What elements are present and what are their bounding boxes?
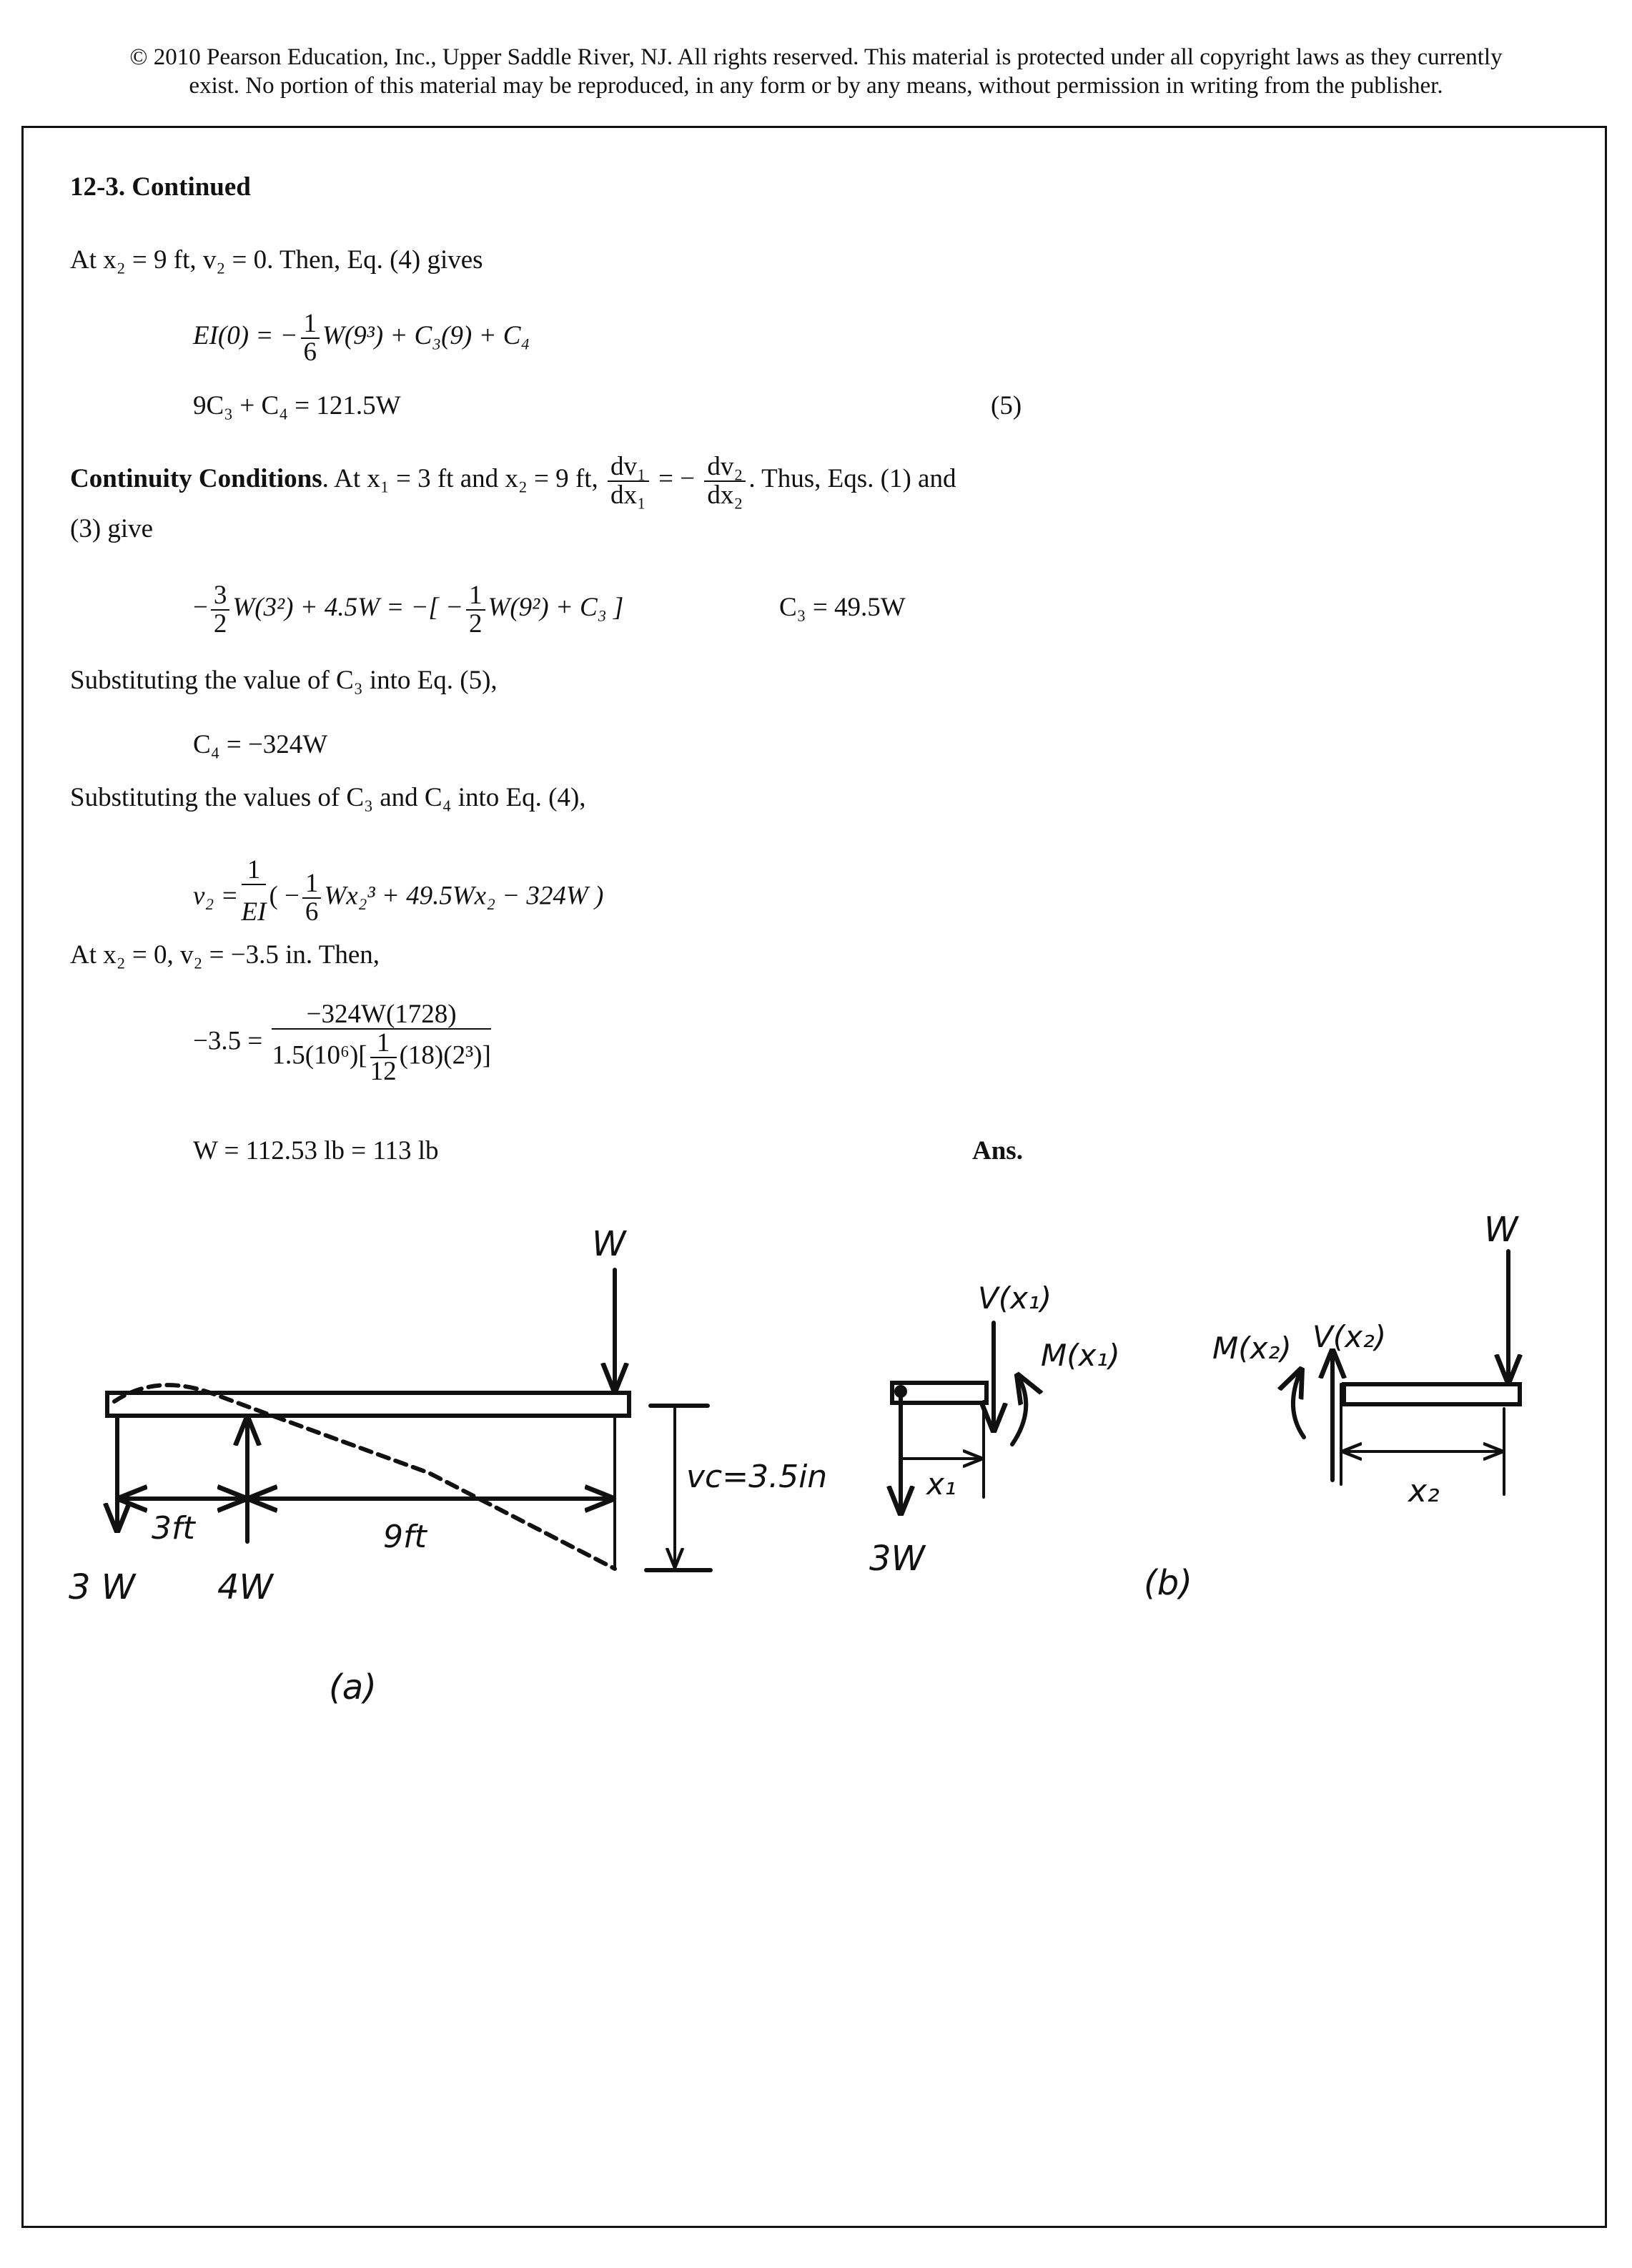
eq-part: W(9³) + C₃(9) + C₄: [322, 321, 530, 350]
numerator: dv₂: [704, 453, 746, 482]
label-w: W: [592, 1224, 626, 1264]
eq-part: W(3²) + 4.5W = −[ −: [232, 593, 464, 622]
copyright-line-2: exist. No portion of this material may be reproduced, in any form or by any means, without permission in writing from the publisher.: [189, 73, 1443, 99]
numerator: dv₁: [608, 453, 649, 482]
denominator: 12: [370, 1057, 397, 1086]
numerator: 3: [211, 582, 230, 611]
copyright-line-1: © 2010 Pearson Education, Inc., Upper Saddle River, NJ. All rights reserved. This material is protected under all copyright laws as they currently: [129, 44, 1503, 70]
text-line: Substituting the value of C₃ into Eq. (5),: [70, 666, 498, 695]
c3-result: C₃ = 49.5W: [779, 593, 906, 622]
equation-tag: (5): [991, 391, 1022, 420]
text-line: At x₂ = 0, v₂ = −3.5 in. Then,: [70, 940, 380, 970]
label-v-x2: V(x₂): [1312, 1319, 1387, 1354]
label-deflection: vc=3.5in: [686, 1459, 828, 1495]
equation-7: W = 112.53 lb = 113 lb: [193, 1136, 439, 1165]
numerator: 1: [466, 582, 485, 611]
eq-part: W(9²) + C₃ ]: [488, 593, 624, 622]
label-x1: x₁: [926, 1466, 956, 1502]
label-3w-b: 3W: [869, 1539, 925, 1579]
eq-part: ( −: [269, 881, 300, 911]
equation-4: C₄ = −324W: [193, 730, 328, 759]
numerator: 1: [370, 1030, 397, 1058]
eq-part: EI(0) = −: [193, 321, 298, 350]
label-x2: x₂: [1408, 1473, 1440, 1509]
caption-a: (a): [329, 1667, 377, 1707]
text: . Thus, Eqs. (1) and: [748, 464, 956, 493]
denominator: EI: [241, 897, 267, 927]
caption-b: (b): [1144, 1563, 1192, 1603]
answer-label: Ans.: [972, 1136, 1023, 1165]
denominator: dx₁: [610, 480, 646, 510]
text: = −: [658, 464, 696, 493]
text-line: At x₂ = 9 ft, v₂ = 0. Then, Eq. (4) gives: [70, 245, 483, 275]
denominator: 2: [213, 608, 227, 639]
text-line: (3) give: [70, 514, 154, 543]
eq-part: −3.5 =: [193, 1026, 263, 1056]
label-m-x2: M(x₂): [1212, 1331, 1292, 1366]
moment-arrow-m1: [1012, 1376, 1026, 1444]
label-9ft: 9ft: [383, 1519, 427, 1555]
label-3w: 3 W: [69, 1567, 136, 1607]
label-4w: 4W: [217, 1567, 273, 1607]
numerator: 1: [242, 857, 267, 885]
text: . At x₁ = 3 ft and x₂ = 9 ft,: [322, 464, 598, 493]
numerator: 1: [302, 870, 322, 899]
den-part: 1.5(10⁶)[: [272, 1040, 367, 1070]
numerator: 1: [301, 310, 320, 339]
text-line: Substituting the values of C₃ and C₄ into Eq. (4),: [70, 783, 586, 812]
denominator: dx₂: [707, 480, 743, 510]
moment-arrow-m2: [1293, 1370, 1304, 1437]
problem-heading: 12-3. Continued: [70, 172, 251, 202]
den-part: (18)(2³)]: [399, 1040, 491, 1070]
eq-part: v₂ =: [193, 881, 239, 911]
label-w-b: W: [1484, 1210, 1518, 1250]
label-m-x1: M(x₁): [1041, 1338, 1120, 1373]
eq-part: Wx₂³ + 49.5Wx₂ − 324W ): [324, 881, 604, 911]
beam-a: [107, 1393, 629, 1416]
equation-2: 9C₃ + C₄ = 121.5W: [193, 391, 401, 420]
eq-part: −: [193, 593, 208, 622]
numerator: −324W(1728): [272, 1001, 490, 1030]
denominator: 6: [305, 897, 319, 927]
beam-segment-2: [1344, 1384, 1520, 1404]
label-3ft: 3ft: [152, 1510, 195, 1547]
denominator: 6: [303, 337, 317, 367]
continuity-heading: Continuity Conditions: [70, 464, 322, 493]
label-v-x1: V(x₁): [978, 1281, 1052, 1316]
denominator: 2: [469, 608, 483, 639]
